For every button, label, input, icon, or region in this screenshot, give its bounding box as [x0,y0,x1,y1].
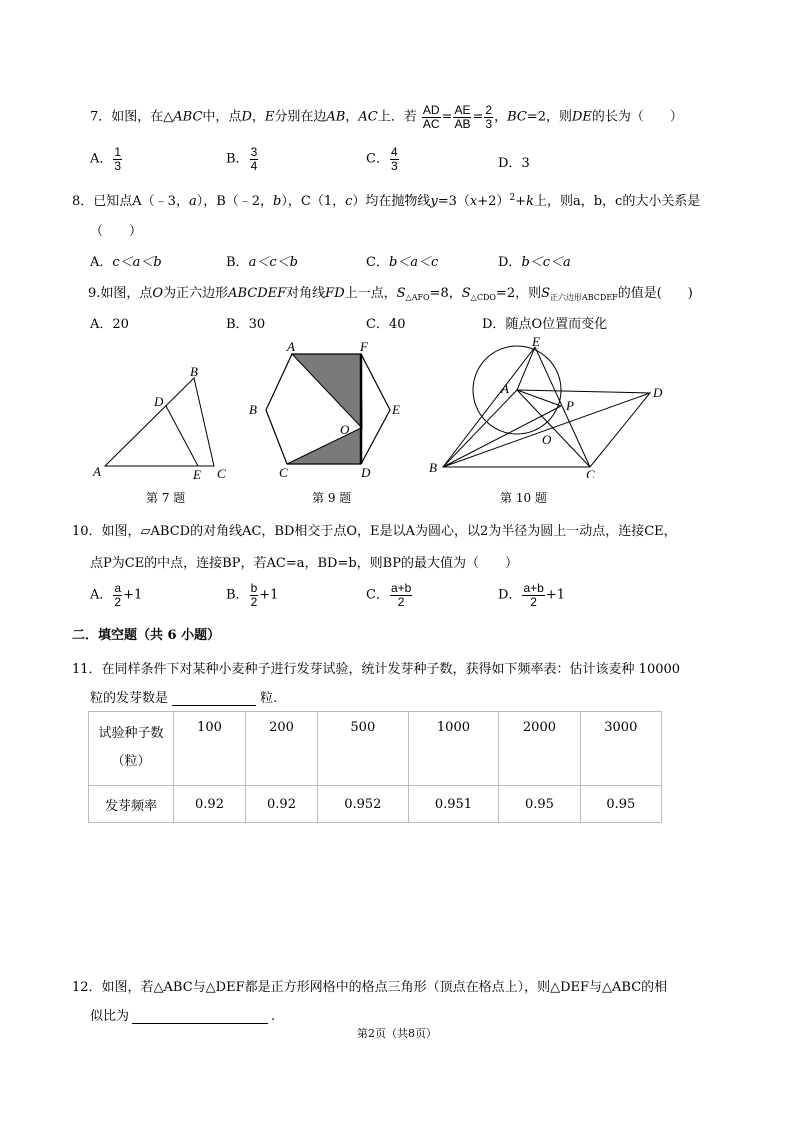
table-cell: 200 [246,712,318,786]
fig9-label-c: C [279,465,288,478]
fraction-ad-ac: $\frac{AD}{AC}$ [422,103,440,131]
q7-stem: 7．如图，在△ABC中，点D，E分别在边AB，AC上．若 $\frac{AD}{AC}$ = $\frac{AE}{AB}$ = $\frac{2}{3}$ ，BC=2，则DE的长为（ ） [90,103,683,131]
q10-option-c[interactable]: C． $\frac{a+b}{2}$ [366,581,412,609]
figure-9 [244,338,414,478]
shaded-triangle-afo [292,354,362,428]
q10-option-b[interactable]: B． $\frac{b}{2}$ +1 [226,581,279,609]
q8-stem: 8．已知点A（﹣3，a），B（﹣2，b），C（1，c）均在抛物线$y=3(x+2)^2+k$上，则a，b，c的大小关系是 [72,193,701,209]
q11-line2: 粒的发芽数是 粒. [90,691,278,706]
q7-option-d[interactable]: D．3 [498,156,530,171]
fraction-ae-ab: $\frac{AE}{AB}$ [454,103,471,131]
q9-option-b[interactable]: B．30 [226,317,266,332]
diagonal-bd [443,393,650,467]
table-cell: 2000 [499,712,580,786]
q10-option-d[interactable]: D． $\frac{a+b}{2}$ +1 [498,581,565,609]
fig10-label-b: B [429,460,437,475]
germination-table [88,711,662,823]
fig10-label-e: E [532,334,540,349]
table-header-count: 试验种子数 （粒） [89,712,174,786]
fig9-caption: 第 9 题 [312,491,352,505]
fig9-label-e: E [392,402,400,417]
q9-option-d[interactable]: D．随点O位置而变化 [482,317,608,332]
table-cell: 3000 [580,712,661,786]
q9-option-a[interactable]: A．20 [90,317,129,332]
fig9-label-o: O [340,422,350,437]
q7-option-c[interactable]: C． $\frac{4}{3}$ [366,145,398,173]
q12-answer-blank[interactable] [132,1023,268,1024]
fig10-label-p: P [566,398,574,413]
table-cell: 100 [174,712,246,786]
q11-answer-blank[interactable] [172,705,256,706]
fig10-label-d: D [653,385,663,400]
diagonal-ac [517,390,590,467]
segment-ap [517,390,561,406]
q11-line1: 11．在同样条件下对某种小麦种子进行发芽试验，统计发芽种子数，获得如下频率表：估计该麦种 10000 [72,662,681,677]
q10-line2: 点P为CE的中点，连接BP，若AC=a，BD=b，则BP的最大值为（ ） [90,556,518,571]
fig9-label-f: F [360,339,368,354]
figure-7 [90,362,230,482]
fig7-label-e: E [193,467,201,482]
fig9-label-a: A [287,339,295,354]
table-cell: 0.951 [408,786,499,823]
q8-option-b[interactable]: B．a＜c＜b [226,255,298,270]
fig10-caption: 第 10 题 [500,491,547,505]
q12-line2: 似比为 . [90,1009,276,1024]
fig9-label-d: D [361,465,371,478]
figure-10 [425,333,675,478]
fig7-label-b: B [190,364,198,379]
table-row-count [89,712,662,786]
fig9-label-b: B [249,402,257,417]
q8-option-d[interactable]: D．b＜c＜a [498,255,571,270]
table-cell: 0.92 [246,786,318,823]
fig7-caption: 第 7 题 [146,491,186,505]
q7-option-b[interactable]: B． $\frac{3}{4}$ [226,145,258,173]
fig7-label-a: A [93,464,101,479]
q8-option-c[interactable]: C．b＜a＜c [366,255,439,270]
segment-de [166,406,198,466]
fraction-2-3: $\frac{2}{3}$ [485,103,493,131]
table-cell: 0.92 [174,786,246,823]
section-heading-fill-in: 二．填空题（共 6 小题） [72,628,221,643]
table-cell: 500 [318,712,409,786]
q8-option-a[interactable]: A．c＜a＜b [90,255,162,270]
table-cell: 0.95 [499,786,580,823]
q10-line1: 10．如图，▱ABCD的对角线AC，BD相交于点O，E是以A为圆心，以2为半径为圆上一动点，连接CE， [72,524,677,539]
q9-stem: 9.如图，点O为正六边形ABCDEF对角线FD上一点，$S_{\triangle AFO}=8$，$S_{\triangle CDO}=2$，则$S_{正六边形ABCDEF}$的值是( ) [88,286,693,302]
fig10-label-o: O [542,432,552,447]
fig10-label-a: A [501,381,509,396]
shaded-triangle-cdo [287,428,361,464]
table-row-rate [89,786,662,823]
table-header-rate: 发芽频率 [89,786,174,823]
q9-option-c[interactable]: C．40 [366,317,406,332]
q8-paren: （ ） [90,224,143,239]
fig7-label-d: D [154,394,164,409]
fig10-label-c: C [586,467,595,478]
segment-ce [535,347,590,467]
segment-ae [517,347,535,390]
q12-line1: 12．如图，若△ABC与△DEF都是正方形网格中的格点三角形（顶点在格点上），则△DEF与△ABC的相 [72,980,668,995]
table-cell: 0.95 [580,786,661,823]
fig7-label-c: C [217,466,226,481]
table-cell: 0.952 [318,786,409,823]
triangle-abc [105,378,214,466]
page-footer: 第2页（共8页） [357,1027,437,1040]
segment-be [443,347,535,467]
q10-option-a[interactable]: A． $\frac{a}{2}$ +1 [90,581,143,609]
table-cell: 1000 [408,712,499,786]
q7-option-a[interactable]: A． $\frac{1}{3}$ [90,145,122,173]
